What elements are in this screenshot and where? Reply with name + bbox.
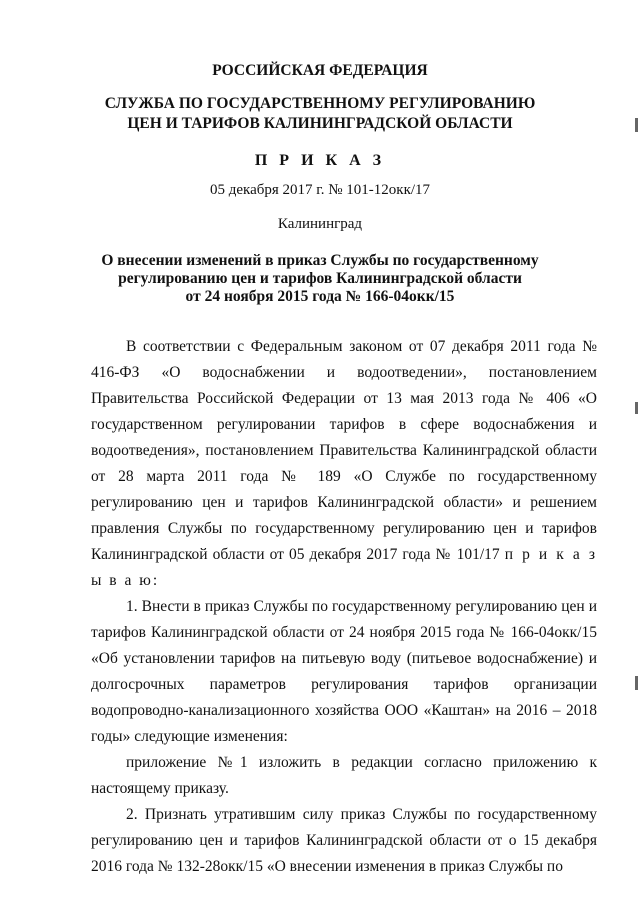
order-word: п р и к а з ы в а ю: (91, 546, 597, 589)
item1-sub-paragraph: приложение №1 изложить в редакции согласно приложению к настоящему приказу. (91, 754, 597, 797)
subject-line3: от 24 ноября 2015 года № 166-04окк/15 (185, 288, 455, 305)
scan-edge-mark (635, 676, 638, 690)
agency-heading-line2: ЦЕН И ТАРИФОВ КАЛИНИНГРАДСКОЙ ОБЛАСТИ (127, 115, 513, 132)
scan-edge-mark (635, 118, 638, 132)
subject-line2: регулированию цен и тарифов Калининградской области (118, 270, 522, 287)
preamble-text: В соответствии с Федеральным законом от 07 декабря 2011 года № 416-ФЗ «О водоснабжении и водоотведении», постановлением Правительства Российской Федерации от 13 мая 2013 года № 406 «О государственном регулировании тарифов в сфере водоснабжения и водоотведения», постановлением Правительства Калининградской области от 28 марта 2011 года № 189 «О Службе по государственному регулированию цен и тарифов Калининградской области» и решением правления Службы по государственному регулированию цен и тарифов Калининградской области от 05 декабря 2017 года № 101/17 (91, 338, 597, 563)
order-body (91, 334, 597, 880)
preamble-paragraph (91, 334, 597, 594)
document-type-title: П Р И К А З (254, 152, 386, 169)
item2-paragraph: 2. Признать утратившим силу приказ Службы по государственному регулированию цен и тарифов Калининградской области от о 15 декабря 2016 года № 132-28окк/15 «О внесении изменения в приказ Службы по (91, 806, 597, 875)
date-number-line: 05 декабря 2017 г. № 101-12окк/17 (209, 182, 431, 198)
item1-paragraph: 1. Внести в приказ Службы по государственному регулированию цен и тарифов Калининградской области от 24 ноября 2015 года № 166-04окк/15 «Об установлении тарифов на питьевую воду (питьевое водоснабжение) и долгосрочных параметров регулирования тарифов организации водопроводно-канализационного хозяйства ООО «Каштан» на 2016 – 2018 годы» следующие изменения: (91, 598, 597, 745)
scan-edge-mark (635, 402, 638, 414)
city-line: Калининград (277, 216, 363, 232)
agency-heading-line1: СЛУЖБА ПО ГОСУДАРСТВЕННОМУ РЕГУЛИРОВАНИЮ (104, 95, 536, 112)
subject-line1: О внесении изменений в приказ Службы по государственному (101, 252, 539, 269)
country-heading: РОССИЙСКАЯ ФЕДЕРАЦИЯ (212, 62, 428, 79)
